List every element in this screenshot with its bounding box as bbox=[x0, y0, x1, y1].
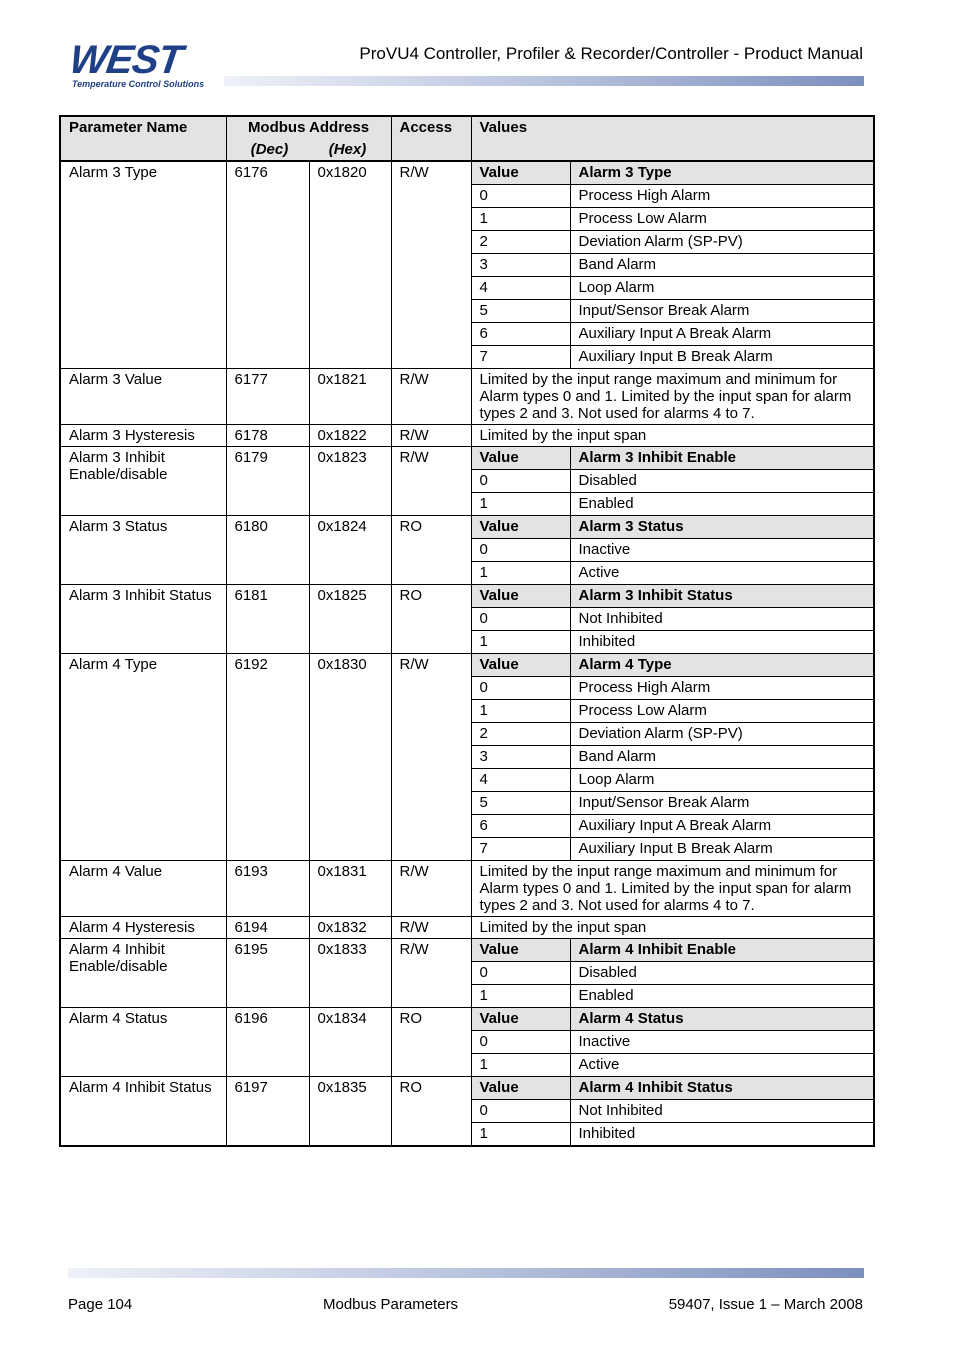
value-option-row bbox=[472, 539, 874, 562]
table-row bbox=[60, 425, 874, 447]
option-value: 7 bbox=[472, 838, 571, 861]
modbus-dec: 6194 bbox=[226, 917, 309, 939]
option-label: Deviation Alarm (SP-PV) bbox=[570, 231, 873, 254]
values-cell bbox=[471, 447, 874, 516]
option-label: Active bbox=[578, 1056, 620, 1073]
modbus-hex: 0x1835 bbox=[309, 1077, 391, 1147]
parameter-name: Alarm 3 Status bbox=[60, 516, 226, 585]
value-options-header bbox=[472, 1077, 874, 1100]
value-title: Alarm 3 Inhibit Enable bbox=[570, 447, 873, 470]
value-options-table bbox=[472, 1008, 874, 1076]
value-option-row bbox=[472, 746, 874, 769]
value-option-row bbox=[472, 562, 874, 585]
value-column-header: Value bbox=[472, 585, 571, 608]
table-row bbox=[60, 861, 874, 917]
value-option-row bbox=[472, 1031, 874, 1054]
parameter-name: Alarm 4 Inhibit Status bbox=[60, 1077, 226, 1147]
values-description: Limited by the input range maximum and minimum for Alarm types 0 and 1. Limited by the input span for alarm types 2 and 3. Not used for alarms 4 to 7. bbox=[471, 369, 874, 425]
modbus-hex: 0x1833 bbox=[309, 939, 391, 1008]
value-options-header bbox=[472, 1008, 874, 1031]
header-modbus-address bbox=[226, 116, 391, 161]
parameter-name: Alarm 4 Status bbox=[60, 1008, 226, 1077]
modbus-hex: 0x1821 bbox=[309, 369, 391, 425]
access-mode: R/W bbox=[391, 917, 471, 939]
table-row bbox=[60, 516, 874, 585]
header-divider-bar bbox=[224, 76, 864, 86]
option-value: 2 bbox=[472, 723, 571, 746]
value-options-table bbox=[472, 939, 874, 1007]
option-value: 0 bbox=[472, 1100, 571, 1123]
value-options-header bbox=[472, 162, 874, 185]
value-option-row bbox=[472, 185, 874, 208]
option-value: 3 bbox=[472, 254, 571, 277]
option-label: Enabled bbox=[578, 987, 634, 1004]
value-option-row bbox=[472, 608, 874, 631]
value-option-row bbox=[472, 1054, 874, 1077]
table-row bbox=[60, 1077, 874, 1147]
value-options-table bbox=[472, 585, 874, 653]
logo-wordmark: WEST bbox=[66, 38, 185, 82]
modbus-hex: 0x1820 bbox=[309, 161, 391, 369]
document-issue: 59407, Issue 1 – March 2008 bbox=[668, 1296, 863, 1313]
parameter-name: Alarm 4 Hysteresis bbox=[60, 917, 226, 939]
option-value: 7 bbox=[472, 346, 571, 369]
parameter-name: Alarm 3 Hysteresis bbox=[60, 425, 226, 447]
option-label: Process Low Alarm bbox=[570, 208, 873, 231]
value-options-header bbox=[472, 516, 874, 539]
header-modbus-label: Modbus Address bbox=[247, 119, 370, 136]
modbus-dec: 6180 bbox=[226, 516, 309, 585]
value-option-row bbox=[472, 300, 874, 323]
modbus-hex: 0x1830 bbox=[309, 654, 391, 861]
header-hex: (Hex) bbox=[328, 141, 367, 158]
section-name: Modbus Parameters bbox=[323, 1296, 459, 1313]
values-cell bbox=[471, 654, 874, 861]
value-option-row bbox=[472, 470, 874, 493]
parameter-name: Alarm 3 Type bbox=[60, 161, 226, 369]
access-mode: R/W bbox=[391, 425, 471, 447]
value-option-row bbox=[472, 792, 874, 815]
modbus-dec: 6193 bbox=[226, 861, 309, 917]
modbus-hex: 0x1832 bbox=[309, 917, 391, 939]
value-column-header: Value bbox=[472, 516, 571, 539]
value-option-row bbox=[472, 1123, 874, 1146]
option-label: Disabled bbox=[570, 962, 873, 985]
value-column-header: Value bbox=[472, 1008, 571, 1031]
value-title: Alarm 3 Status bbox=[570, 516, 873, 539]
logo-tagline: Temperature Control Solutions bbox=[72, 79, 205, 89]
option-label: Auxiliary Input B Break Alarm bbox=[578, 840, 773, 857]
value-title: Alarm 4 Status bbox=[570, 1008, 873, 1031]
option-value: 0 bbox=[472, 539, 571, 562]
table-row bbox=[60, 1008, 874, 1077]
access-mode: R/W bbox=[391, 654, 471, 861]
value-option-row bbox=[472, 254, 874, 277]
value-option-row bbox=[472, 1100, 874, 1123]
option-label: Input/Sensor Break Alarm bbox=[570, 792, 873, 815]
table-row bbox=[60, 161, 874, 369]
value-options-header bbox=[472, 585, 874, 608]
modbus-hex: 0x1831 bbox=[309, 861, 391, 917]
modbus-dec: 6179 bbox=[226, 447, 309, 516]
value-column-header: Value bbox=[472, 447, 571, 470]
value-title: Alarm 4 Type bbox=[570, 654, 873, 677]
option-label: Band Alarm bbox=[570, 254, 873, 277]
values-description: Limited by the input span bbox=[471, 425, 874, 447]
value-options-table bbox=[472, 516, 874, 584]
value-option-row bbox=[472, 231, 874, 254]
modbus-hex: 0x1822 bbox=[309, 425, 391, 447]
option-label: Loop Alarm bbox=[570, 277, 873, 300]
option-value: 0 bbox=[472, 608, 571, 631]
option-label: Inhibited bbox=[578, 633, 636, 650]
access-mode: R/W bbox=[391, 369, 471, 425]
modbus-hex: 0x1834 bbox=[309, 1008, 391, 1077]
option-value: 0 bbox=[472, 1031, 571, 1054]
modbus-dec: 6197 bbox=[226, 1077, 309, 1147]
option-value: 3 bbox=[472, 746, 571, 769]
value-options-header bbox=[472, 939, 874, 962]
value-option-row bbox=[472, 723, 874, 746]
header-dec: (Dec) bbox=[250, 141, 289, 158]
modbus-dec: 6177 bbox=[226, 369, 309, 425]
option-value: 1 bbox=[472, 700, 571, 723]
option-label: Process Low Alarm bbox=[570, 700, 873, 723]
modbus-dec: 6181 bbox=[226, 585, 309, 654]
option-value: 0 bbox=[472, 185, 571, 208]
option-label: Input/Sensor Break Alarm bbox=[570, 300, 873, 323]
table-row bbox=[60, 585, 874, 654]
option-value: 1 bbox=[472, 208, 571, 231]
value-option-row bbox=[472, 677, 874, 700]
option-label: Auxiliary Input A Break Alarm bbox=[570, 323, 873, 346]
option-label: Band Alarm bbox=[570, 746, 873, 769]
option-label: Loop Alarm bbox=[570, 769, 873, 792]
access-mode: RO bbox=[391, 1077, 471, 1147]
value-option-row bbox=[472, 208, 874, 231]
option-value: 1 bbox=[472, 1054, 571, 1077]
values-cell bbox=[471, 939, 874, 1008]
document-title: ProVU4 Controller, Profiler & Recorder/Controller - Product Manual bbox=[359, 44, 863, 63]
value-options-header bbox=[472, 447, 874, 470]
option-value: 1 bbox=[472, 1123, 571, 1146]
parameter-name: Alarm 3 Value bbox=[60, 369, 226, 425]
access-mode: RO bbox=[391, 1008, 471, 1077]
modbus-dec: 6195 bbox=[226, 939, 309, 1008]
modbus-dec: 6176 bbox=[226, 161, 309, 369]
value-option-row bbox=[472, 346, 874, 369]
access-mode: R/W bbox=[391, 161, 471, 369]
value-column-header: Value bbox=[472, 1077, 571, 1100]
option-label: Process High Alarm bbox=[570, 185, 873, 208]
option-label: Active bbox=[578, 564, 620, 581]
value-option-row bbox=[472, 838, 874, 861]
table-header-row bbox=[60, 116, 874, 161]
option-value: 6 bbox=[472, 323, 571, 346]
option-value: 5 bbox=[472, 792, 571, 815]
value-options-table bbox=[472, 447, 874, 515]
value-column-header: Value bbox=[472, 162, 571, 185]
parameter-name: Alarm 3 Inhibit Status bbox=[60, 585, 226, 654]
access-mode: R/W bbox=[391, 447, 471, 516]
header-values: Values bbox=[471, 116, 874, 161]
parameter-name: Alarm 4 Inhibit Enable/disable bbox=[60, 939, 226, 1008]
value-title: Alarm 4 Inhibit Status bbox=[570, 1077, 873, 1100]
option-label: Inactive bbox=[570, 539, 873, 562]
parameter-name: Alarm 4 Type bbox=[60, 654, 226, 861]
values-cell bbox=[471, 585, 874, 654]
value-column-header: Value bbox=[472, 939, 571, 962]
modbus-hex: 0x1823 bbox=[309, 447, 391, 516]
option-label: Auxiliary Input B Break Alarm bbox=[578, 348, 773, 365]
option-label: Not Inhibited bbox=[570, 608, 873, 631]
access-mode: R/W bbox=[391, 939, 471, 1008]
option-label: Disabled bbox=[570, 470, 873, 493]
option-value: 1 bbox=[472, 631, 571, 654]
option-label: Deviation Alarm (SP-PV) bbox=[570, 723, 873, 746]
option-value: 6 bbox=[472, 815, 571, 838]
option-value: 0 bbox=[472, 677, 571, 700]
value-option-row bbox=[472, 815, 874, 838]
modbus-dec: 6196 bbox=[226, 1008, 309, 1077]
option-value: 0 bbox=[472, 470, 571, 493]
parameter-name: Alarm 3 Inhibit Enable/disable bbox=[60, 447, 226, 516]
option-value: 1 bbox=[472, 985, 571, 1008]
table-row bbox=[60, 939, 874, 1008]
value-option-row bbox=[472, 323, 874, 346]
footer-divider-bar bbox=[68, 1268, 864, 1278]
value-column-header: Value bbox=[472, 654, 571, 677]
value-options-header bbox=[472, 654, 874, 677]
option-value: 0 bbox=[472, 962, 571, 985]
value-title: Alarm 3 Inhibit Status bbox=[570, 585, 873, 608]
access-mode: R/W bbox=[391, 861, 471, 917]
value-option-row bbox=[472, 631, 874, 654]
value-option-row bbox=[472, 700, 874, 723]
value-options-table bbox=[472, 1077, 874, 1145]
table-row bbox=[60, 447, 874, 516]
option-label: Not Inhibited bbox=[570, 1100, 873, 1123]
value-options-table bbox=[472, 162, 874, 368]
modbus-dec: 6178 bbox=[226, 425, 309, 447]
option-value: 5 bbox=[472, 300, 571, 323]
value-title: Alarm 4 Inhibit Enable bbox=[570, 939, 873, 962]
values-description: Limited by the input range maximum and minimum for Alarm types 0 and 1. Limited by the input span for alarm types 2 and 3. Not used for alarms 4 to 7. bbox=[471, 861, 874, 917]
page-number: Page 104 bbox=[68, 1296, 133, 1313]
option-value: 4 bbox=[472, 277, 571, 300]
value-title: Alarm 3 Type bbox=[570, 162, 873, 185]
values-cell bbox=[471, 1077, 874, 1147]
option-label: Auxiliary Input A Break Alarm bbox=[570, 815, 873, 838]
value-option-row bbox=[472, 962, 874, 985]
modbus-parameter-table bbox=[59, 115, 875, 1147]
option-value: 2 bbox=[472, 231, 571, 254]
access-mode: RO bbox=[391, 516, 471, 585]
access-mode: RO bbox=[391, 585, 471, 654]
option-value: 1 bbox=[472, 562, 571, 585]
table-row bbox=[60, 369, 874, 425]
header-parameter-name: Parameter Name bbox=[60, 116, 226, 161]
table-row bbox=[60, 917, 874, 939]
modbus-hex: 0x1825 bbox=[309, 585, 391, 654]
parameter-name: Alarm 4 Value bbox=[60, 861, 226, 917]
values-cell bbox=[471, 1008, 874, 1077]
option-label: Process High Alarm bbox=[570, 677, 873, 700]
value-options-table bbox=[472, 654, 874, 860]
value-option-row bbox=[472, 277, 874, 300]
values-description: Limited by the input span bbox=[471, 917, 874, 939]
option-label: Inhibited bbox=[578, 1125, 636, 1142]
value-option-row bbox=[472, 769, 874, 792]
option-label: Inactive bbox=[570, 1031, 873, 1054]
modbus-hex: 0x1824 bbox=[309, 516, 391, 585]
values-cell bbox=[471, 161, 874, 369]
option-label: Enabled bbox=[578, 495, 634, 512]
values-cell bbox=[471, 516, 874, 585]
west-logo bbox=[66, 38, 230, 92]
header-access: Access bbox=[391, 116, 471, 161]
modbus-dec: 6192 bbox=[226, 654, 309, 861]
option-value: 4 bbox=[472, 769, 571, 792]
value-option-row bbox=[472, 985, 874, 1008]
option-value: 1 bbox=[472, 493, 571, 516]
table-row bbox=[60, 654, 874, 861]
value-option-row bbox=[472, 493, 874, 516]
